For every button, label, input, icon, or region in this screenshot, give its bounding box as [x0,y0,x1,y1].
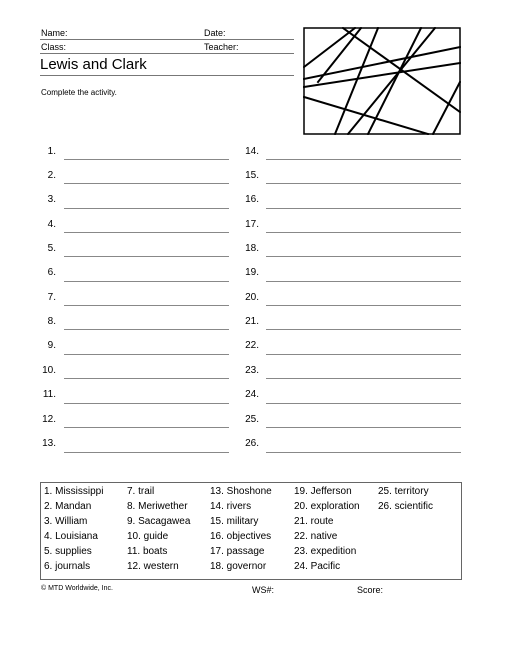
answer-number: 2. [47,170,56,181]
answer-line[interactable] [64,232,229,233]
word-bank-item: 21. route [294,516,334,527]
answer-line[interactable] [266,403,461,404]
class-label: Class: [41,42,67,52]
word-bank-item: 17. passage [210,546,265,557]
word-bank-item: 3. William [44,516,88,527]
answer-number: 14. [245,146,259,157]
answer-number: 4. [47,219,56,230]
answer-number: 3. [47,194,56,205]
answer-number: 13. [42,438,56,449]
word-bank-item: 19. Jefferson [294,486,352,497]
page-title: Lewis and Clark [40,56,147,73]
score-label: Score: [357,585,384,595]
word-bank-item: 1. Mississippi [44,486,104,497]
answer-number: 6. [47,267,56,278]
answer-number: 25. [245,414,259,425]
copyright-text: © MTD Worldwide, Inc. [41,585,113,592]
teacher-label: Teacher: [204,42,239,52]
word-bank-item: 10. guide [127,531,169,542]
answer-line[interactable] [64,183,229,184]
name-label: Name: [41,28,68,38]
answer-line[interactable] [266,354,461,355]
answer-line[interactable] [266,281,461,282]
word-bank-item: 18. governor [210,561,267,572]
answer-number: 9. [47,340,56,351]
word-bank-item: 23. expedition [294,546,357,557]
answer-line[interactable] [266,329,461,330]
title-underline [40,75,294,76]
answer-number: 18. [245,243,259,254]
word-bank-item: 14. rivers [210,501,252,512]
answer-line[interactable] [64,305,229,306]
ws-label: WS#: [252,585,275,595]
answer-line[interactable] [266,256,461,257]
answer-line[interactable] [64,452,229,453]
answer-line[interactable] [64,281,229,282]
answer-number: 11. [42,389,56,400]
word-bank-item: 20. exploration [294,501,360,512]
answer-number: 21. [245,316,259,327]
word-bank-item: 24. Pacific [294,561,341,572]
answer-line[interactable] [64,427,229,428]
answer-number: 22. [245,340,259,351]
answer-line[interactable] [64,378,229,379]
answer-number: 10. [42,365,56,376]
word-bank-item: 25. territory [378,486,429,497]
answer-number: 7. [47,292,56,303]
answer-line[interactable] [64,159,229,160]
answer-line[interactable] [64,354,229,355]
word-bank-item: 7. trail [127,486,155,497]
word-bank-item: 8. Meriwether [127,501,188,512]
answer-line[interactable] [266,427,461,428]
class-teacher-line [40,53,294,54]
answer-line[interactable] [266,232,461,233]
answer-line[interactable] [266,378,461,379]
word-bank-item: 5. supplies [44,546,92,557]
answer-line[interactable] [64,329,229,330]
answer-line[interactable] [266,183,461,184]
word-bank-item: 22. native [294,531,338,542]
word-bank-item: 16. objectives [210,531,272,542]
answer-number: 24. [245,389,259,400]
word-bank-item: 6. journals [44,561,91,572]
answer-number: 8. [47,316,56,327]
answer-number: 26. [245,438,259,449]
answer-number: 5. [47,243,56,254]
answer-number: 15. [245,170,259,181]
answer-number: 1. [47,146,56,157]
word-bank-item: 12. western [127,561,179,572]
answer-number: 12. [42,414,56,425]
date-label: Date: [204,28,226,38]
answer-number: 23. [245,365,259,376]
name-date-line [40,39,294,40]
instructions-text: Complete the activity. [41,88,117,97]
answer-line[interactable] [266,305,461,306]
line-art-graphic [303,27,461,135]
word-bank-item: 2. Mandan [44,501,92,512]
answer-line[interactable] [266,452,461,453]
answer-number: 19. [245,267,259,278]
answer-number: 17. [245,219,259,230]
word-bank-item: 9. Sacagawea [127,516,191,527]
word-bank-item: 4. Louisiana [44,531,98,542]
answer-number: 16. [245,194,259,205]
answer-number: 20. [245,292,259,303]
answer-line[interactable] [64,208,229,209]
answer-line[interactable] [64,403,229,404]
answer-line[interactable] [266,159,461,160]
word-bank-item: 15. military [210,516,259,527]
answer-line[interactable] [64,256,229,257]
word-bank-item: 13. Shoshone [210,486,272,497]
answer-line[interactable] [266,208,461,209]
word-bank-item: 11. boats [127,546,168,557]
word-bank-item: 26. scientific [378,501,434,512]
